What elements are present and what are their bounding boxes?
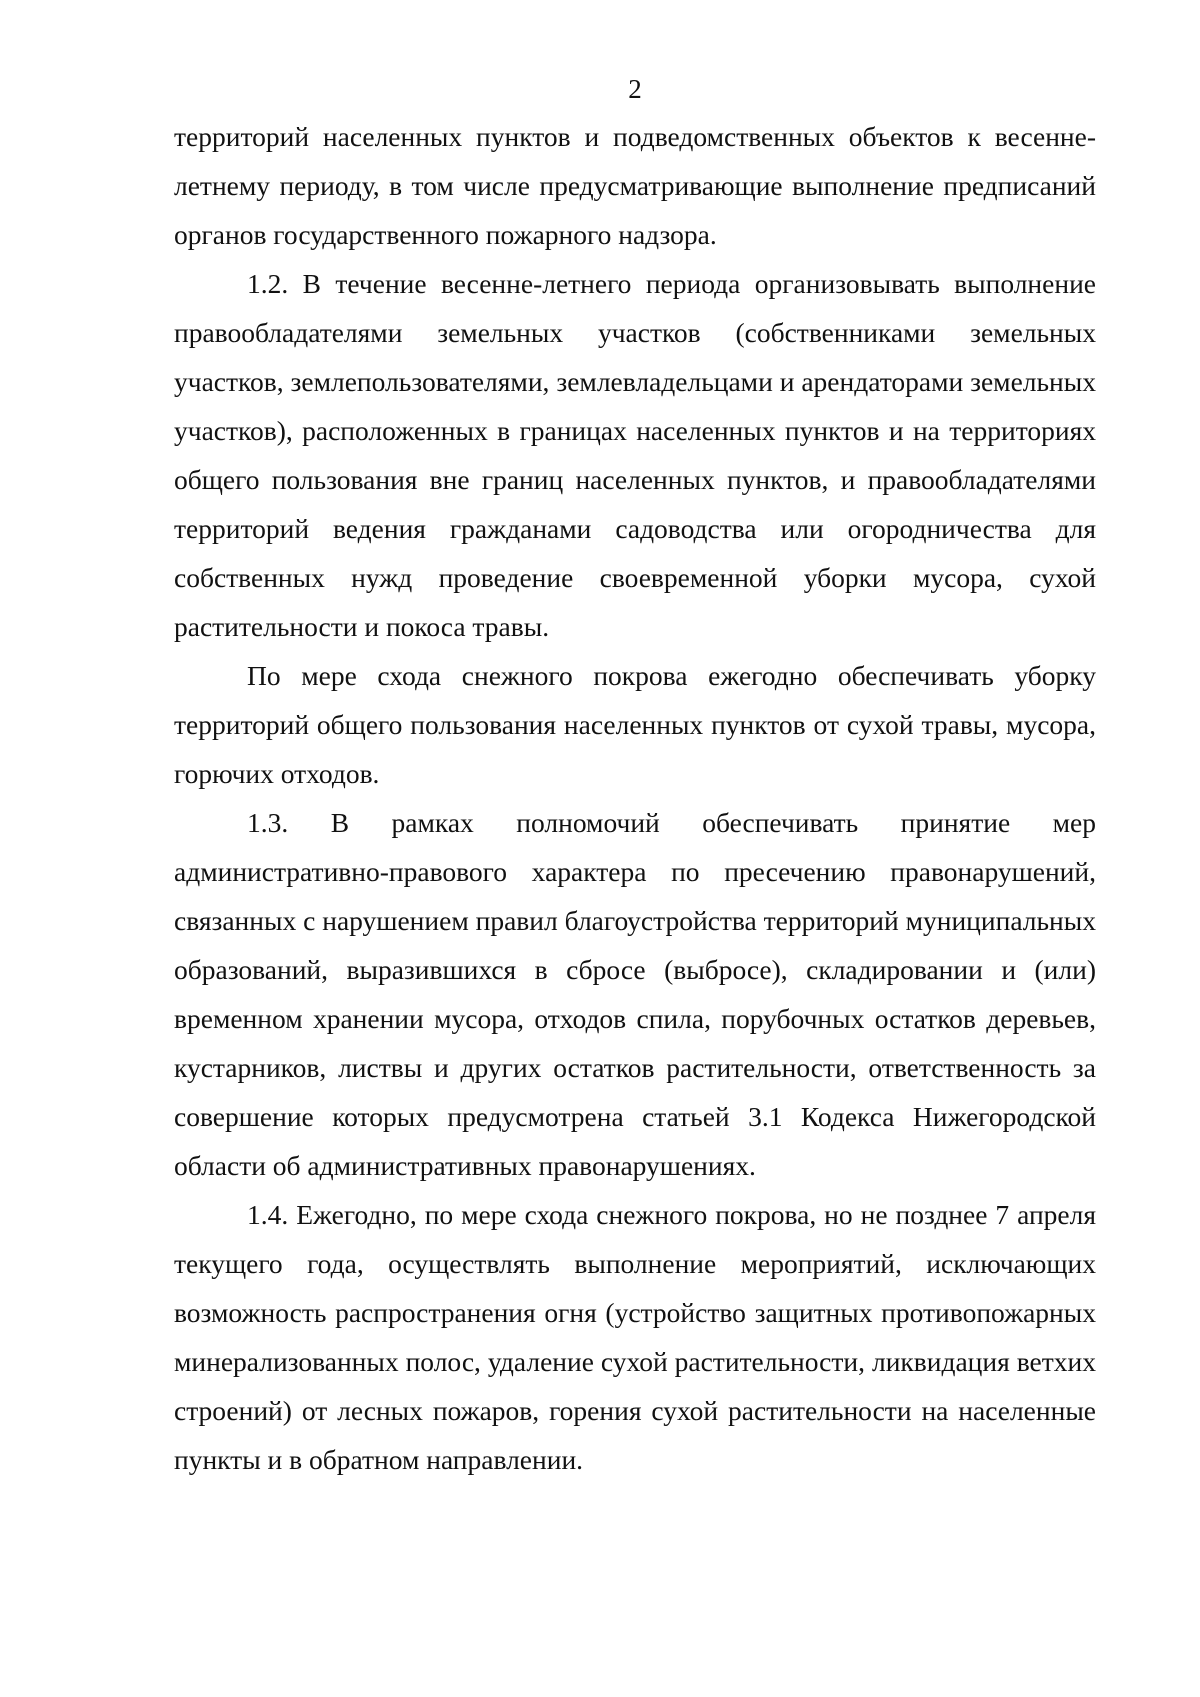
- document-body: [174, 112, 1096, 1484]
- paragraph-continuation: территорий населенных пунктов и подведомственных объектов к весенне-летнему периоду, в том числе предусматривающие выполнение предписаний органов государственного пожарного надзора.: [174, 121, 1096, 250]
- paragraph-snow-cleanup: По мере схода снежного покрова ежегодно обеспечивать уборку территорий общего пользования населенных пунктов от сухой травы, мусора, горючих отходов.: [174, 660, 1096, 789]
- paragraph-1-2: 1.2. В течение весенне-летнего периода организовывать выполнение правообладателями земельных участков (собственниками земельных участков, землепользователями, землевладельцами и арендаторами земельных участков), расположенных в границах населенных пунктов и на территориях общего пользования вне границ населенных пунктов, и правообладателями территорий ведения гражданами садоводства или огородничества для собственных нужд проведение своевременной уборки мусора, сухой растительности и покоса травы.: [174, 268, 1096, 642]
- paragraph-1-4: 1.4. Ежегодно, по мере схода снежного покрова, но не позднее 7 апреля текущего года, осуществлять выполнение мероприятий, исключающих возможность распространения огня (устройство защитных противопожарных минерализованных полос, удаление сухой растительности, ликвидация ветхих строений) от лесных пожаров, горения сухой растительности на населенные пункты и в обратном направлении.: [174, 1199, 1096, 1475]
- paragraph-1-3: 1.3. В рамках полномочий обеспечивать принятие мер административно-правового характера по пресечению правонарушений, связанных с нарушением правил благоустройства территорий муниципальных образований, выразившихся в сбросе (выбросе), складировании и (или) временном хранении мусора, отходов спила, порубочных остатков деревьев, кустарников, листвы и других остатков растительности, ответственность за совершение которых предусмотрена статьей 3.1 Кодекса Нижегородской области об административных правонарушениях.: [174, 807, 1096, 1181]
- page-number: 2: [628, 74, 642, 104]
